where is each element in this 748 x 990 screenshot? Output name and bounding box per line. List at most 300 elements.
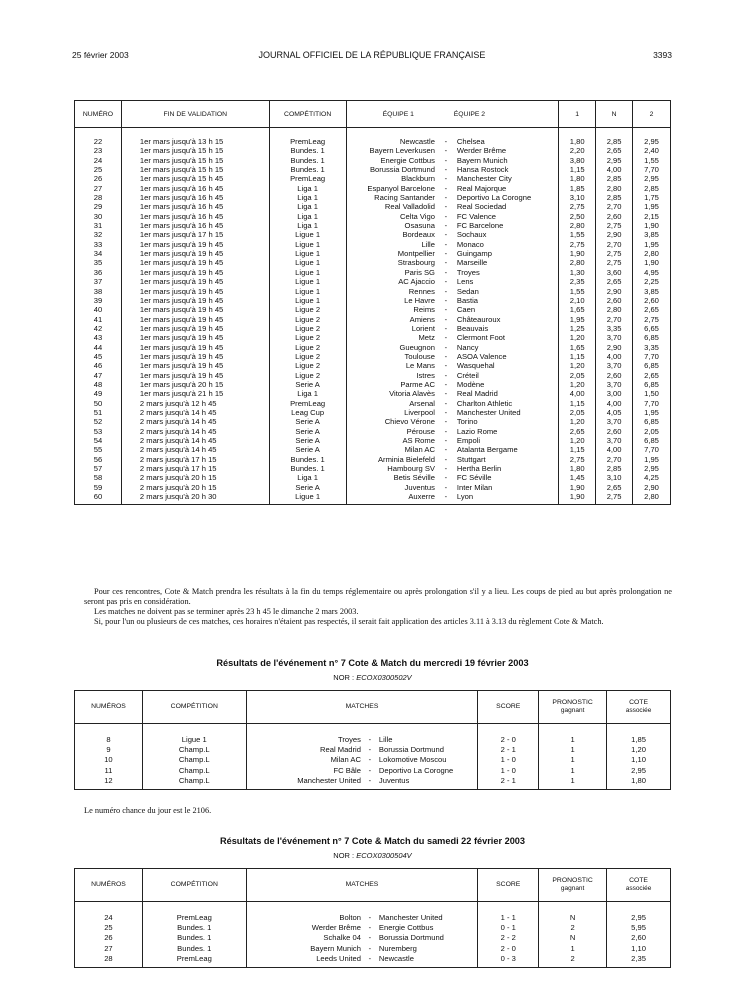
cell-home-team: Real Madrid <box>246 745 364 755</box>
cell-fin-validation: 1er mars jusqu'à 19 h 45 <box>121 258 269 267</box>
cell-equipe2: Bastia <box>453 296 559 305</box>
cell-away-team: Lokomotive Moscou <box>376 755 478 765</box>
cell-fin-validation: 1er mars jusqu'à 19 h 45 <box>121 315 269 324</box>
cell-odds-n: 2,60 <box>596 296 633 305</box>
cell-equipe2: Monaco <box>453 240 559 249</box>
cell-score: 1 - 1 <box>478 902 539 924</box>
cell-numero: 31 <box>75 221 122 230</box>
cell-competition: Champ.L <box>142 755 246 765</box>
cell-odds-n: 2,75 <box>596 258 633 267</box>
separator-dash: - <box>444 155 448 165</box>
col-header-numero: NUMÉRO <box>75 101 122 128</box>
cell-fin-validation: 1er mars jusqu'à 16 h 45 <box>121 221 269 230</box>
cell-competition: Liga 1 <box>269 221 346 230</box>
cell-competition: Bundes. 1 <box>269 146 346 155</box>
cell-equipe2: Real Majorque <box>453 184 559 193</box>
cell-fin-validation: 1er mars jusqu'à 19 h 45 <box>121 352 269 361</box>
cell-equipe2: Deportivo La Corogne <box>453 193 559 202</box>
cell-score: 1 - 0 <box>478 766 539 776</box>
cell-equipe1: Espanyol Barcelone <box>346 184 439 193</box>
cell-pronostic: 1 <box>539 766 607 776</box>
cell-competition: Ligue 1 <box>269 277 346 286</box>
cell-numero: 54 <box>75 436 122 445</box>
separator-dash: - <box>444 333 448 343</box>
col-header-pronostic: PRONOSTIC gagnant <box>539 691 607 724</box>
cell-odds-n: 2,85 <box>596 128 633 147</box>
cell-odds-1: 1,80 <box>559 464 596 473</box>
cell-odds-2: 2,25 <box>633 277 671 286</box>
cell-numero: 25 <box>75 165 122 174</box>
cell-equipe1: Istres <box>346 371 439 380</box>
cell-odds-n: 2,75 <box>596 221 633 230</box>
col-header-matches: MATCHES <box>246 869 478 902</box>
cell-equipe2: Hertha Berlin <box>453 464 559 473</box>
cell-odds-n: 3,35 <box>596 324 633 333</box>
cell-numero: 25 <box>75 923 143 933</box>
cell-numero: 55 <box>75 445 122 454</box>
cell-equipe1: Arsenal <box>346 399 439 408</box>
cell-odds-2: 2,95 <box>633 464 671 473</box>
cell-equipe2: Sochaux <box>453 230 559 239</box>
cell-equipe1: Real Valladolid <box>346 202 439 211</box>
table-row <box>75 212 671 221</box>
cell-odds-n: 4,00 <box>596 399 633 408</box>
table-row <box>75 277 671 286</box>
separator-dash: - <box>444 361 448 371</box>
table-row <box>75 745 671 755</box>
cell-odds-2: 2,95 <box>633 174 671 183</box>
nor-code: ECOX0300504V <box>356 851 412 860</box>
cell-numero: 57 <box>75 464 122 473</box>
separator-dash: - <box>444 426 448 436</box>
cell-equipe1: Auxerre <box>346 492 439 505</box>
separator-dash: - <box>444 193 448 203</box>
cell-odds-2: 7,70 <box>633 165 671 174</box>
cell-competition: Liga 1 <box>269 212 346 221</box>
separator-dash: - <box>444 370 448 380</box>
cell-equipe1: Liverpool <box>346 408 439 417</box>
cell-odds-2: 6,65 <box>633 324 671 333</box>
cell-odds-2: 2,15 <box>633 212 671 221</box>
note-paragraph: Pour ces rencontres, Cote & Match prendra les résultats à la fin du temps réglementaire ou après prolongation s'il y a lieu. Les coups de pied au but après prolongation ne seront pas pris en considération. <box>84 587 672 606</box>
cell-cote: 2,35 <box>607 954 671 968</box>
cell-fin-validation: 1er mars jusqu'à 13 h 15 <box>121 128 269 147</box>
cell-competition: Ligue 1 <box>269 240 346 249</box>
separator-dash: - <box>444 351 448 361</box>
separator-dash: - <box>444 146 448 156</box>
nor-label: NOR : <box>333 851 355 860</box>
cell-odds-2: 2,80 <box>633 492 671 505</box>
cell-fin-validation: 2 mars jusqu'à 14 h 45 <box>121 408 269 417</box>
cell-numero: 44 <box>75 343 122 352</box>
cell-equipe1: Rennes <box>346 287 439 296</box>
cell-numero: 39 <box>75 296 122 305</box>
cell-odds-n: 2,85 <box>596 193 633 202</box>
cell-pronostic: N <box>539 933 607 943</box>
table-row <box>75 776 671 790</box>
notes <box>84 587 672 627</box>
nor-reference <box>74 673 671 682</box>
table-row <box>75 268 671 277</box>
table-row <box>75 455 671 464</box>
cell-equipe2: Hansa Rostock <box>453 165 559 174</box>
cell-equipe2: Modène <box>453 380 559 389</box>
cell-odds-1: 1,85 <box>559 184 596 193</box>
cell-odds-1: 4,00 <box>559 389 596 398</box>
cell-pronostic: 1 <box>539 776 607 790</box>
cell-competition: Ligue 2 <box>269 361 346 370</box>
cell-odds-2: 1,55 <box>633 156 671 165</box>
cell-competition: Ligue 2 <box>269 343 346 352</box>
cell-numero: 29 <box>75 202 122 211</box>
cell-home-team: Manchester United <box>246 776 364 790</box>
cell-equipe2: Atalanta Bergame <box>453 445 559 454</box>
cell-equipe2: Lens <box>453 277 559 286</box>
cell-competition: Ligue 1 <box>269 258 346 267</box>
cell-odds-1: 1,80 <box>559 128 596 147</box>
cell-equipe2: Real Madrid <box>453 389 559 398</box>
cell-equipe2: Wasquehal <box>453 361 559 370</box>
cell-numero: 41 <box>75 315 122 324</box>
cell-odds-2: 1,50 <box>633 389 671 398</box>
cell-fin-validation: 1er mars jusqu'à 19 h 45 <box>121 333 269 342</box>
separator-dash: - <box>368 755 372 765</box>
cell-cote: 2,95 <box>607 902 671 924</box>
cell-odds-1: 2,50 <box>559 212 596 221</box>
cell-cote: 1,20 <box>607 745 671 755</box>
cell-equipe1: Energie Cottbus <box>346 156 439 165</box>
cell-numero: 47 <box>75 371 122 380</box>
cell-numero: 23 <box>75 146 122 155</box>
cell-equipe1: Amiens <box>346 315 439 324</box>
cell-equipe1: Betis Séville <box>346 473 439 482</box>
header-title: JOURNAL OFFICIEL DE LA RÉPUBLIQUE FRANÇAISE <box>258 50 486 60</box>
cell-numero: 28 <box>75 193 122 202</box>
cell-odds-n: 3,70 <box>596 436 633 445</box>
cell-competition: Ligue 1 <box>269 249 346 258</box>
cell-away-team: Newcastle <box>376 954 478 968</box>
cell-competition: PremLeag <box>142 954 246 968</box>
separator-dash: - <box>368 943 372 953</box>
cell-equipe2: Clermont Foot <box>453 333 559 342</box>
col-header-n: N <box>596 101 633 128</box>
separator-dash: - <box>444 286 448 296</box>
table-row <box>75 156 671 165</box>
cell-odds-1: 1,55 <box>559 230 596 239</box>
separator-dash: - <box>444 407 448 417</box>
cell-equipe1: Strasbourg <box>346 258 439 267</box>
cell-equipe2: Lazio Rome <box>453 427 559 436</box>
cell-odds-2: 6,85 <box>633 380 671 389</box>
cell-fin-validation: 2 mars jusqu'à 17 h 15 <box>121 464 269 473</box>
cell-equipe1: Bordeaux <box>346 230 439 239</box>
table-row <box>75 249 671 258</box>
cell-fin-validation: 1er mars jusqu'à 21 h 15 <box>121 389 269 398</box>
cell-equipe1: Bayern Leverkusen <box>346 146 439 155</box>
cell-equipe2: Charlton Athletic <box>453 399 559 408</box>
cell-competition: Leag Cup <box>269 408 346 417</box>
cell-fin-validation: 2 mars jusqu'à 14 h 45 <box>121 417 269 426</box>
cell-fin-validation: 1er mars jusqu'à 19 h 45 <box>121 361 269 370</box>
cell-numero: 50 <box>75 399 122 408</box>
cell-odds-2: 7,70 <box>633 352 671 361</box>
separator-dash: - <box>444 277 448 287</box>
cell-odds-n: 2,70 <box>596 202 633 211</box>
col-header-score: SCORE <box>478 691 539 724</box>
cell-odds-n: 4,00 <box>596 165 633 174</box>
cell-competition: Bundes. 1 <box>269 455 346 464</box>
cell-equipe2: Sedan <box>453 287 559 296</box>
separator-dash: - <box>368 745 372 755</box>
cell-numero: 37 <box>75 277 122 286</box>
cell-equipe1: Juventus <box>346 483 439 492</box>
cell-odds-2: 1,95 <box>633 202 671 211</box>
table-row <box>75 333 671 342</box>
cell-equipe2: Beauvais <box>453 324 559 333</box>
header-date: 25 février 2003 <box>72 50 129 60</box>
cell-equipe1: AS Rome <box>346 436 439 445</box>
cell-odds-1: 2,75 <box>559 202 596 211</box>
cell-pronostic: 1 <box>539 944 607 954</box>
cell-cote: 2,60 <box>607 933 671 943</box>
cell-competition: Liga 1 <box>269 202 346 211</box>
cell-competition: Liga 1 <box>269 473 346 482</box>
cell-numero: 27 <box>75 944 143 954</box>
cell-odds-n: 4,05 <box>596 408 633 417</box>
cell-odds-n: 2,70 <box>596 455 633 464</box>
cell-odds-2: 2,75 <box>633 315 671 324</box>
table-row <box>75 492 671 505</box>
header-page-number: 3393 <box>653 50 672 60</box>
cell-equipe1: Borussia Dortmund <box>346 165 439 174</box>
cell-odds-1: 1,20 <box>559 361 596 370</box>
table-row <box>75 473 671 482</box>
cell-odds-2: 2,95 <box>633 128 671 147</box>
cell-fin-validation: 2 mars jusqu'à 20 h 30 <box>121 492 269 505</box>
cell-numero: 38 <box>75 287 122 296</box>
cell-odds-n: 2,95 <box>596 156 633 165</box>
table-row <box>75 408 671 417</box>
cell-competition: Champ.L <box>142 776 246 790</box>
cell-equipe1: Le Havre <box>346 296 439 305</box>
cell-odds-2: 6,85 <box>633 417 671 426</box>
cell-numero: 26 <box>75 933 143 943</box>
cell-odds-1: 1,30 <box>559 268 596 277</box>
cell-competition: Champ.L <box>142 745 246 755</box>
cell-home-team: Schalke 04 <box>246 933 364 943</box>
table-row <box>75 343 671 352</box>
cell-equipe2: Bayern Munich <box>453 156 559 165</box>
cell-competition: Liga 1 <box>269 193 346 202</box>
separator-dash: - <box>444 445 448 455</box>
odds-table <box>74 100 671 505</box>
nor-code: ECOX0300502V <box>356 673 412 682</box>
cell-equipe1: Milan AC <box>346 445 439 454</box>
cell-equipe2: Werder Brême <box>453 146 559 155</box>
separator-dash: - <box>439 492 453 505</box>
cell-odds-2: 3,85 <box>633 287 671 296</box>
cell-pronostic: 1 <box>539 724 607 746</box>
table-row <box>75 445 671 454</box>
cell-equipe2: Marseille <box>453 258 559 267</box>
cell-odds-n: 2,90 <box>596 343 633 352</box>
cell-odds-n: 3,70 <box>596 333 633 342</box>
table-row <box>75 315 671 324</box>
cell-odds-2: 2,65 <box>633 371 671 380</box>
cell-home-team: Milan AC <box>246 755 364 765</box>
cell-competition: Liga 1 <box>269 389 346 398</box>
separator-dash: - <box>444 258 448 268</box>
col-header-fin-validation: FIN DE VALIDATION <box>121 101 269 128</box>
separator-dash: - <box>444 221 448 231</box>
page-header <box>72 50 672 64</box>
cell-competition: Bundes. 1 <box>269 156 346 165</box>
separator-dash: - <box>444 464 448 474</box>
cell-odds-1: 1,80 <box>559 174 596 183</box>
cell-competition: Ligue 2 <box>269 324 346 333</box>
cell-away-team: Deportivo La Corogne <box>376 766 478 776</box>
cell-score: 1 - 0 <box>478 755 539 765</box>
cell-equipe1: Metz <box>346 333 439 342</box>
cell-odds-n: 4,00 <box>596 352 633 361</box>
separator-dash: - <box>444 473 448 483</box>
cell-equipe2: Real Sociedad <box>453 202 559 211</box>
col-header-1: 1 <box>559 101 596 128</box>
cell-odds-2: 2,05 <box>633 427 671 436</box>
cell-equipe2: Inter Milan <box>453 483 559 492</box>
odds-table-body <box>75 128 671 505</box>
table-row <box>75 436 671 445</box>
separator-dash: - <box>444 398 448 408</box>
cell-numero: 60 <box>75 492 122 505</box>
cell-equipe1: Lorient <box>346 324 439 333</box>
cell-fin-validation: 1er mars jusqu'à 19 h 45 <box>121 305 269 314</box>
cell-competition: PremLeag <box>269 128 346 147</box>
cell-odds-2: 1,95 <box>633 455 671 464</box>
cell-odds-2: 6,85 <box>633 436 671 445</box>
cell-competition: Ligue 2 <box>269 352 346 361</box>
cell-equipe1: Reims <box>346 305 439 314</box>
cell-odds-1: 2,65 <box>559 427 596 436</box>
cell-odds-2: 1,95 <box>633 240 671 249</box>
cell-fin-validation: 1er mars jusqu'à 19 h 45 <box>121 324 269 333</box>
table-row <box>75 944 671 954</box>
cell-odds-n: 2,60 <box>596 371 633 380</box>
cell-odds-1: 2,20 <box>559 146 596 155</box>
separator-dash: - <box>444 379 448 389</box>
cell-equipe1: Pérouse <box>346 427 439 436</box>
cell-competition: Ligue 1 <box>269 492 346 505</box>
cell-fin-validation: 1er mars jusqu'à 19 h 45 <box>121 277 269 286</box>
cell-competition: Ligue 1 <box>269 296 346 305</box>
cell-odds-2: 2,60 <box>633 296 671 305</box>
cell-competition: PremLeag <box>269 399 346 408</box>
table-row <box>75 417 671 426</box>
table-row <box>75 305 671 314</box>
cell-odds-2: 2,85 <box>633 184 671 193</box>
cell-away-team: Nuremberg <box>376 944 478 954</box>
cell-numero: 53 <box>75 427 122 436</box>
cell-equipe2: Manchester United <box>453 408 559 417</box>
separator-dash: - <box>368 933 372 943</box>
cell-away-team: Juventus <box>376 776 478 790</box>
cell-numero: 52 <box>75 417 122 426</box>
cell-numero: 56 <box>75 455 122 464</box>
cell-odds-1: 2,05 <box>559 408 596 417</box>
cell-numero: 12 <box>75 776 143 790</box>
cell-competition: Serie A <box>269 380 346 389</box>
cell-equipe2: Caen <box>453 305 559 314</box>
cell-fin-validation: 1er mars jusqu'à 19 h 45 <box>121 240 269 249</box>
cell-odds-1: 2,75 <box>559 240 596 249</box>
cell-competition: Ligue 1 <box>269 287 346 296</box>
col-header-numeros: NUMÉROS <box>75 869 143 902</box>
cell-home-team: Werder Brême <box>246 923 364 933</box>
cell-equipe1: Newcastle <box>346 128 439 147</box>
cell-fin-validation: 1er mars jusqu'à 20 h 15 <box>121 380 269 389</box>
col-header-equipe2: ÉQUIPE 2 <box>453 110 486 118</box>
cell-fin-validation: 1er mars jusqu'à 16 h 45 <box>121 193 269 202</box>
nor-label: NOR : <box>333 673 355 682</box>
cell-competition: Liga 1 <box>269 184 346 193</box>
table-row <box>75 380 671 389</box>
cell-competition: PremLeag <box>269 174 346 183</box>
cell-fin-validation: 1er mars jusqu'à 19 h 45 <box>121 343 269 352</box>
cell-odds-n: 2,65 <box>596 146 633 155</box>
cell-away-team: Energie Cottbus <box>376 923 478 933</box>
cell-odds-2: 2,65 <box>633 305 671 314</box>
results-table-saturday <box>74 868 671 968</box>
cell-pronostic: 2 <box>539 923 607 933</box>
separator-dash: - <box>444 183 448 193</box>
cell-pronostic: 1 <box>539 745 607 755</box>
table-row <box>75 296 671 305</box>
cell-equipe1: Blackburn <box>346 174 439 183</box>
cell-fin-validation: 2 mars jusqu'à 17 h 15 <box>121 455 269 464</box>
cell-competition: Bundes. 1 <box>142 933 246 943</box>
table-row <box>75 389 671 398</box>
cell-equipe2: Créteil <box>453 371 559 380</box>
table-row <box>75 427 671 436</box>
cell-numero: 49 <box>75 389 122 398</box>
cell-odds-n: 2,70 <box>596 240 633 249</box>
table-row <box>75 399 671 408</box>
cell-fin-validation: 1er mars jusqu'à 17 h 15 <box>121 230 269 239</box>
cell-numero: 34 <box>75 249 122 258</box>
cell-fin-validation: 1er mars jusqu'à 19 h 45 <box>121 268 269 277</box>
separator-dash: - <box>368 735 372 744</box>
cell-numero: 36 <box>75 268 122 277</box>
cell-odds-2: 7,70 <box>633 445 671 454</box>
cell-odds-1: 1,95 <box>559 315 596 324</box>
nor-reference <box>74 851 671 860</box>
separator-dash: - <box>364 954 376 968</box>
cell-odds-1: 3,10 <box>559 193 596 202</box>
cell-odds-1: 1,90 <box>559 483 596 492</box>
cell-odds-n: 2,70 <box>596 315 633 324</box>
cell-competition: Bundes. 1 <box>269 464 346 473</box>
separator-dash: - <box>444 305 448 315</box>
cell-numero: 11 <box>75 766 143 776</box>
cell-competition: Serie A <box>269 427 346 436</box>
cell-equipe2: Empoli <box>453 436 559 445</box>
col-header-2: 2 <box>633 101 671 128</box>
cell-competition: Ligue 2 <box>269 315 346 324</box>
cell-home-team: Leeds United <box>246 954 364 968</box>
cell-equipe1: Arminia Bielefeld <box>346 455 439 464</box>
cell-cote: 1,10 <box>607 944 671 954</box>
cell-home-team: Bolton <box>246 902 364 924</box>
